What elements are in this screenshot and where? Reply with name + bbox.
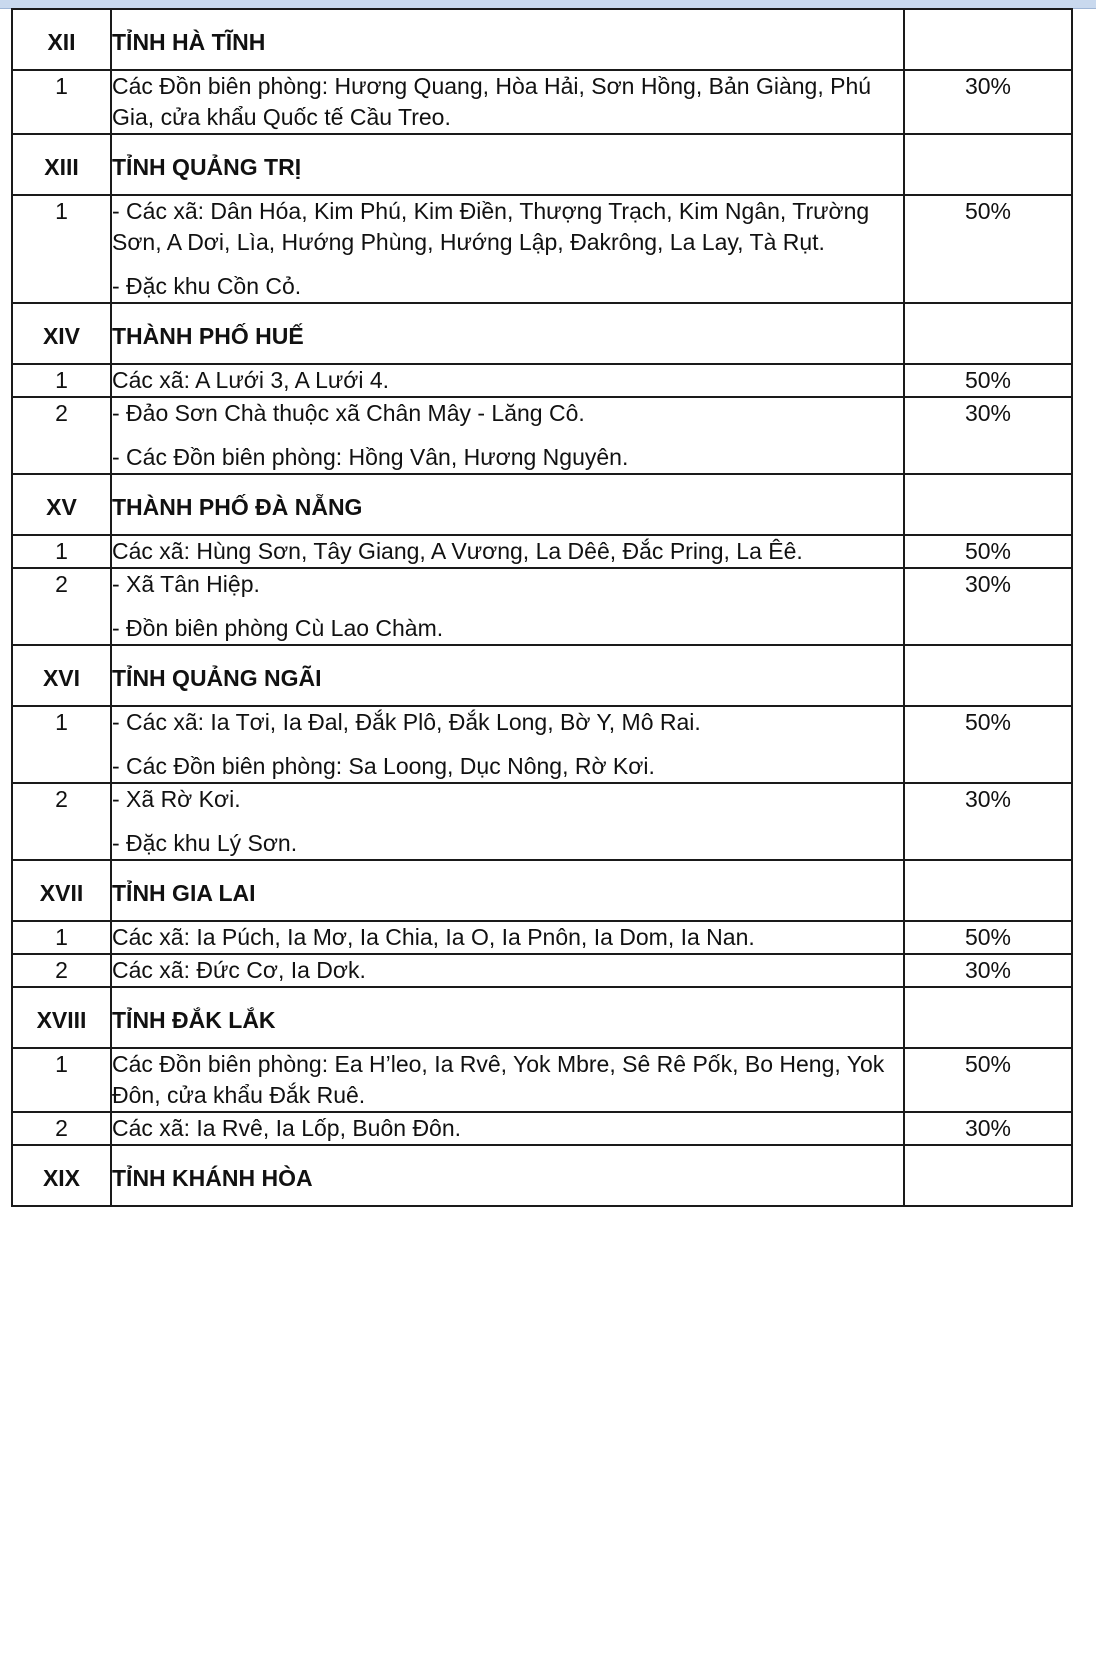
- section-rate-cell: [904, 9, 1072, 70]
- table-row: [12, 706, 1072, 783]
- row-number: 2: [12, 1112, 111, 1145]
- section-roman-numeral: XVII: [12, 860, 111, 921]
- row-description: [111, 70, 904, 134]
- table-row: [12, 535, 1072, 568]
- row-number: 2: [12, 783, 111, 860]
- row-description: [111, 706, 904, 783]
- section-roman-numeral: XVI: [12, 645, 111, 706]
- section-rate-cell: [904, 860, 1072, 921]
- row-number: 1: [12, 921, 111, 954]
- section-rate-cell: [904, 134, 1072, 195]
- description-line: Các xã: Ia Púch, Ia Mơ, Ia Chia, Ia O, Ia Pnôn, Ia Dom, Ia Nan.: [112, 924, 755, 950]
- row-number: 1: [12, 535, 111, 568]
- table-row: [12, 70, 1072, 134]
- row-rate: 50%: [904, 364, 1072, 397]
- description-line: Các Đồn biên phòng: Ea H’leo, Ia Rvê, Yok Mbre, Sê Rê Pốk, Bo Heng, Yok Đôn, cửa khẩu Đắk Ruê.: [112, 1051, 885, 1108]
- description-line: Các Đồn biên phòng: Hương Quang, Hòa Hải, Sơn Hồng, Bản Giàng, Phú Gia, cửa khẩu Quốc tế Cầu Treo.: [112, 73, 872, 130]
- row-description: [111, 1112, 904, 1145]
- description-line: - Đảo Sơn Chà thuộc xã Chân Mây - Lăng Cô.: [112, 400, 585, 426]
- row-number: 2: [12, 397, 111, 474]
- description-line: - Xã Rờ Kơi.: [112, 786, 241, 812]
- section-roman-numeral: XIX: [12, 1145, 111, 1206]
- row-rate: 50%: [904, 921, 1072, 954]
- table-row: [12, 921, 1072, 954]
- section-name: TỈNH ĐẮK LẮK: [111, 987, 904, 1048]
- table-row: [12, 397, 1072, 474]
- row-description: [111, 535, 904, 568]
- row-rate: 50%: [904, 706, 1072, 783]
- section-row: [12, 987, 1072, 1048]
- row-description: [111, 195, 904, 303]
- row-number: 2: [12, 954, 111, 987]
- section-row: [12, 1145, 1072, 1206]
- section-rate-cell: [904, 987, 1072, 1048]
- section-roman-numeral: XII: [12, 9, 111, 70]
- table-row: [12, 783, 1072, 860]
- table-row: [12, 568, 1072, 645]
- description-line: Các xã: Đức Cơ, Ia Dơk.: [112, 957, 366, 983]
- row-rate: 30%: [904, 1112, 1072, 1145]
- section-roman-numeral: XIII: [12, 134, 111, 195]
- row-rate: 30%: [904, 954, 1072, 987]
- section-roman-numeral: XVIII: [12, 987, 111, 1048]
- section-rate-cell: [904, 474, 1072, 535]
- section-name: THÀNH PHỐ ĐÀ NẴNG: [111, 474, 904, 535]
- row-rate: 30%: [904, 783, 1072, 860]
- section-name: TỈNH HÀ TĨNH: [111, 9, 904, 70]
- row-description: [111, 397, 904, 474]
- description-line: - Các xã: Ia Tơi, Ia Đal, Đắk Plô, Đắk Long, Bờ Y, Mô Rai.: [112, 709, 701, 735]
- description-line: - Các Đồn biên phòng: Hồng Vân, Hương Nguyên.: [112, 444, 629, 470]
- description-line: - Đặc khu Cồn Cỏ.: [112, 273, 302, 299]
- row-rate: 30%: [904, 397, 1072, 474]
- description-line: Các xã: A Lưới 3, A Lưới 4.: [112, 367, 390, 393]
- section-name: THÀNH PHỐ HUẾ: [111, 303, 904, 364]
- row-description: [111, 921, 904, 954]
- section-row: [12, 474, 1072, 535]
- table-row: [12, 1048, 1072, 1112]
- table-row: [12, 954, 1072, 987]
- row-description: [111, 954, 904, 987]
- description-line: - Các Đồn biên phòng: Sa Loong, Dục Nông, Rờ Kơi.: [112, 753, 655, 779]
- allowance-table: [11, 8, 1073, 1207]
- row-description: [111, 1048, 904, 1112]
- table-row: [12, 195, 1072, 303]
- row-rate: 50%: [904, 195, 1072, 303]
- section-rate-cell: [904, 1145, 1072, 1206]
- description-line: - Đồn biên phòng Cù Lao Chàm.: [112, 615, 444, 641]
- section-roman-numeral: XIV: [12, 303, 111, 364]
- row-description: [111, 783, 904, 860]
- row-number: 1: [12, 70, 111, 134]
- row-rate: 30%: [904, 568, 1072, 645]
- row-number: 1: [12, 195, 111, 303]
- description-line: - Xã Tân Hiệp.: [112, 571, 260, 597]
- section-name: TỈNH GIA LAI: [111, 860, 904, 921]
- row-number: 1: [12, 364, 111, 397]
- section-row: [12, 303, 1072, 364]
- section-row: [12, 134, 1072, 195]
- description-line: - Các xã: Dân Hóa, Kim Phú, Kim Điền, Thượng Trạch, Kim Ngân, Trường Sơn, A Dơi, Lìa, Hướng Phùng, Hướng Lập, Đakrông, La Lay, Tà Rụt.: [112, 198, 870, 255]
- description-line: - Đặc khu Lý Sơn.: [112, 830, 298, 856]
- table-body: [12, 9, 1072, 1206]
- description-line: Các xã: Ia Rvê, Ia Lốp, Buôn Đôn.: [112, 1115, 462, 1141]
- row-description: [111, 364, 904, 397]
- row-rate: 50%: [904, 1048, 1072, 1112]
- section-row: [12, 9, 1072, 70]
- section-roman-numeral: XV: [12, 474, 111, 535]
- row-number: 1: [12, 706, 111, 783]
- section-row: [12, 860, 1072, 921]
- description-line: Các xã: Hùng Sơn, Tây Giang, A Vương, La Dêê, Đắc Pring, La Êê.: [112, 538, 803, 564]
- section-rate-cell: [904, 303, 1072, 364]
- section-name: TỈNH KHÁNH HÒA: [111, 1145, 904, 1206]
- row-description: [111, 568, 904, 645]
- table-row: [12, 1112, 1072, 1145]
- row-number: 2: [12, 568, 111, 645]
- row-rate: 30%: [904, 70, 1072, 134]
- table-row: [12, 364, 1072, 397]
- section-name: TỈNH QUẢNG TRỊ: [111, 134, 904, 195]
- section-row: [12, 645, 1072, 706]
- row-number: 1: [12, 1048, 111, 1112]
- row-rate: 50%: [904, 535, 1072, 568]
- section-rate-cell: [904, 645, 1072, 706]
- section-name: TỈNH QUẢNG NGÃI: [111, 645, 904, 706]
